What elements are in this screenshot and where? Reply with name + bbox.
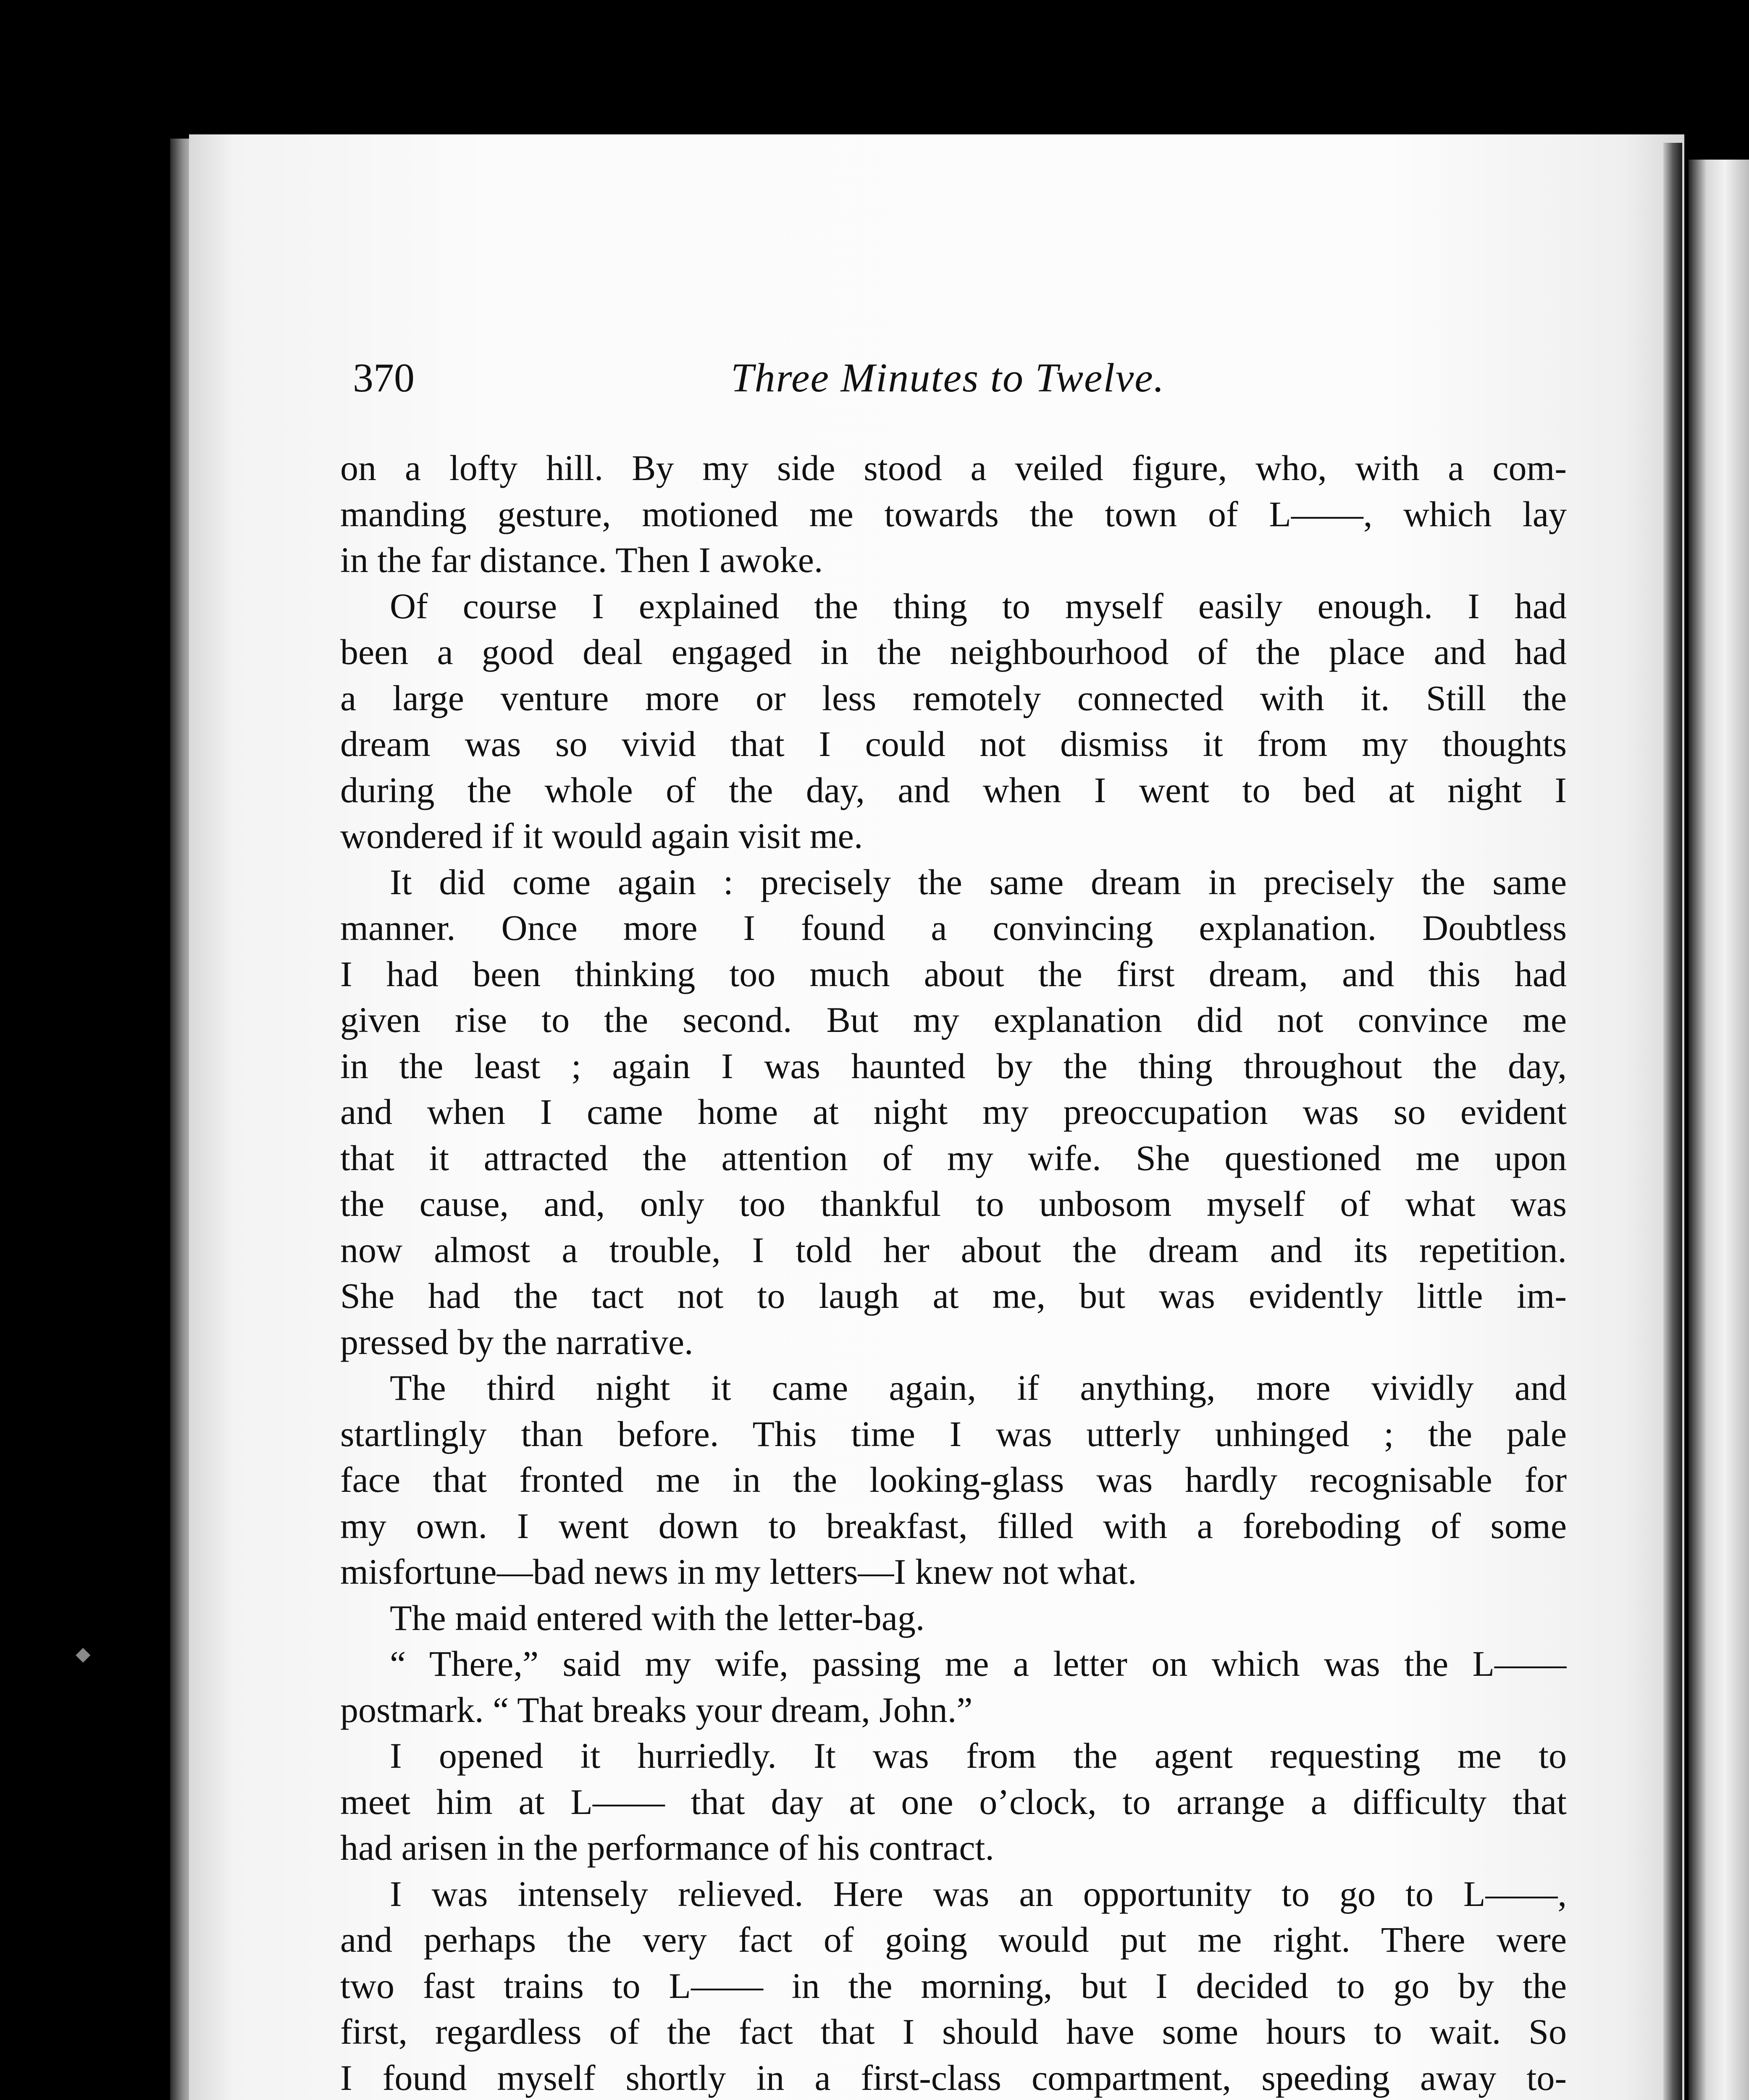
text-line: a large venture more or less remotely connected with it. Still the	[340, 677, 1567, 718]
stray-mark: ◆	[76, 1643, 91, 1664]
text-line: in the least ; again I was haunted by the thing throughout the day,	[340, 1045, 1567, 1086]
text-line: I opened it hurriedly. It was from the agent requesting me to	[390, 1735, 1567, 1776]
text-line: The third night it came again, if anything, more vividly and	[390, 1368, 1567, 1408]
text-line: “ There,” said my wife, passing me a letter on which was the L——	[390, 1643, 1567, 1684]
text-line: now almost a trouble, I told her about the dream and its repetition.	[340, 1229, 1567, 1270]
book-gutter	[1663, 143, 1682, 2100]
running-header	[353, 353, 1214, 403]
text-line: manding gesture, motioned me towards the town of L——, which lay	[340, 494, 1567, 534]
text-line: Of course I explained the thing to myself easily enough. I had	[390, 585, 1567, 626]
text-line: given rise to the second. But my explanation did not convince me	[340, 1000, 1567, 1040]
text-line: pressed by the narrative.	[340, 1321, 693, 1362]
text-line: two fast trains to L—— in the morning, but I decided to go by the	[340, 1965, 1567, 2006]
running-title: Three Minutes to Twelve.	[731, 355, 1165, 401]
text-line: I found myself shortly in a first-class compartment, speeding away to-	[340, 2057, 1567, 2098]
text-line: and perhaps the very fact of going would put me right. There were	[340, 1919, 1567, 1960]
text-line: startlingly than before. This time I was utterly unhinged ; the pale	[340, 1413, 1567, 1454]
text-line: meet him at L—— that day at one o’clock, to arrange a difficulty that	[340, 1781, 1567, 1822]
text-line: I was intensely relieved. Here was an opportunity to go to L——,	[390, 1873, 1567, 1914]
text-line: that it attracted the attention of my wife. She questioned me upon	[340, 1137, 1567, 1178]
text-line: had arisen in the performance of his contract.	[340, 1827, 994, 1868]
text-line: in the far distance. Then I awoke.	[340, 540, 823, 580]
text-line: first, regardless of the fact that I should have some hours to wait. So	[340, 2011, 1567, 2052]
text-line: my own. I went down to breakfast, filled with a foreboding of some	[340, 1505, 1567, 1546]
text-line: manner. Once more I found a convincing explanation. Doubtless	[340, 908, 1567, 948]
text-line: dream was so vivid that I could not dismiss it from my thoughts	[340, 724, 1567, 764]
text-line: It did come again : precisely the same dream in precisely the same	[390, 861, 1567, 902]
text-line: She had the tact not to laugh at me, but was evidently little im-	[340, 1276, 1567, 1316]
text-line: wondered if it would again visit me.	[340, 816, 863, 856]
text-line: The maid entered with the letter-bag.	[390, 1597, 925, 1638]
text-line: been a good deal engaged in the neighbourhood of the place and had	[340, 632, 1567, 672]
text-line: misfortune—bad news in my letters—I knew not what.	[340, 1551, 1137, 1592]
page-number: 370	[353, 355, 415, 401]
facing-page-edge	[1689, 160, 1749, 2100]
text-line: the cause, and, only too thankful to unbosom myself of what was	[340, 1184, 1567, 1224]
text-line: I had been thinking too much about the first dream, and this had	[340, 953, 1567, 994]
body-text	[340, 445, 1567, 2100]
text-line: during the whole of the day, and when I went to bed at night I	[340, 769, 1567, 810]
text-line: postmark. “ That breaks your dream, John.”	[340, 1689, 973, 1730]
text-line: on a lofty hill. By my side stood a veiled figure, who, with a com-	[340, 448, 1567, 488]
text-line: and when I came home at night my preoccupation was so evident	[340, 1092, 1567, 1132]
text-line: face that fronted me in the looking-glass was hardly recognisable for	[340, 1460, 1567, 1500]
